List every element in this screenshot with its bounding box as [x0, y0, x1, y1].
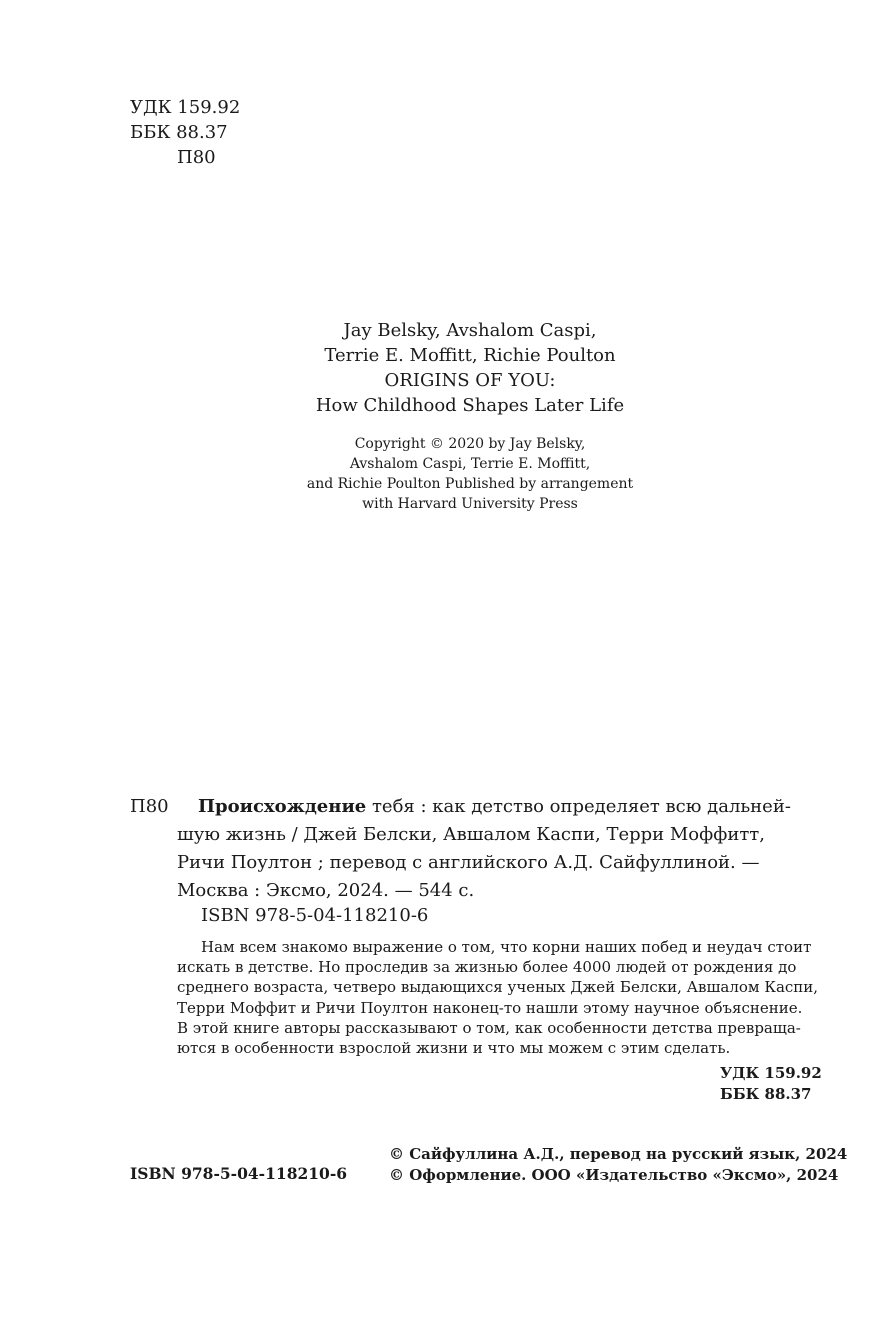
annotation	[177, 937, 819, 1058]
annotation-line: В этой книге авторы рассказывают о том, как особенности детства превраща-	[177, 1018, 801, 1037]
copyright-line: Avshalom Caspi, Terrie E. Moffitt,	[349, 456, 591, 472]
footer-classification-codes	[720, 1063, 822, 1105]
bbk-code: ББК 88.37	[130, 122, 228, 143]
catalog-line-1	[177, 793, 809, 821]
catalog-line-1-rest: тебя : как детство определяет всю дальней-	[366, 796, 791, 817]
design-rights: © Оформление. ООО «Издательство «Эксмо», 2024	[389, 1166, 839, 1184]
annotation-line: Терри Моффит и Ричи Поултон наконец-то нашли этому научное объяснение.	[177, 998, 803, 1017]
original-subtitle: How Childhood Shapes Later Life	[315, 395, 625, 416]
footer-udk-code: УДК 159.92	[720, 1064, 822, 1082]
annotation-line: искать в детстве. Но проследив за жизнью более 4000 людей от рождения до	[177, 958, 797, 977]
translation-rights: © Сайфуллина А.Д., перевод на русский язык, 2024	[389, 1145, 848, 1163]
copyright-line: Copyright © 2020 by Jay Belsky,	[354, 436, 586, 452]
rights-notice	[389, 1144, 847, 1186]
catalog-line-4: Москва : Эксмо, 2024. — 544 с.	[177, 880, 475, 901]
original-copyright	[0, 434, 886, 514]
author-mark: П80	[177, 147, 216, 168]
udk-code: УДК 159.92	[130, 97, 241, 118]
original-authors-line-2: Terrie E. Moffitt, Richie Poulton	[324, 345, 616, 366]
annotation-line: ются в особенности взрослой жизни и что мы можем с этим сделать.	[177, 1039, 731, 1058]
original-title: ORIGINS OF YOU:	[384, 370, 556, 391]
catalog-line-2: шую жизнь / Джей Белски, Авшалом Каспи, Терри Моффитт,	[177, 824, 765, 845]
annotation-line: Нам всем знакомо выражение о том, что корни наших побед и неудач стоит	[201, 938, 812, 956]
classification-codes	[130, 95, 240, 170]
catalog-code: П80	[130, 796, 169, 817]
original-authors-line-1: Jay Belsky, Avshalom Caspi,	[343, 320, 597, 341]
book-title: Происхождение	[198, 796, 367, 817]
catalog-line-3: Ричи Поултон ; перевод с английского А.Д. Сайфуллиной. —	[177, 852, 760, 873]
footer-isbn: ISBN 978-5-04-118210-6	[130, 1164, 348, 1183]
original-edition-info	[0, 318, 886, 418]
footer-bbk-code: ББК 88.37	[720, 1085, 812, 1103]
catalog-isbn: ISBN 978-5-04-118210-6	[201, 905, 429, 926]
annotation-line: среднего возраста, четверо выдающихся ученых Джей Белски, Авшалом Каспи,	[177, 978, 819, 997]
copyright-line: and Richie Poulton Published by arrangement	[306, 476, 634, 492]
catalog-entry	[177, 793, 809, 905]
copyright-line: with Harvard University Press	[362, 496, 578, 512]
